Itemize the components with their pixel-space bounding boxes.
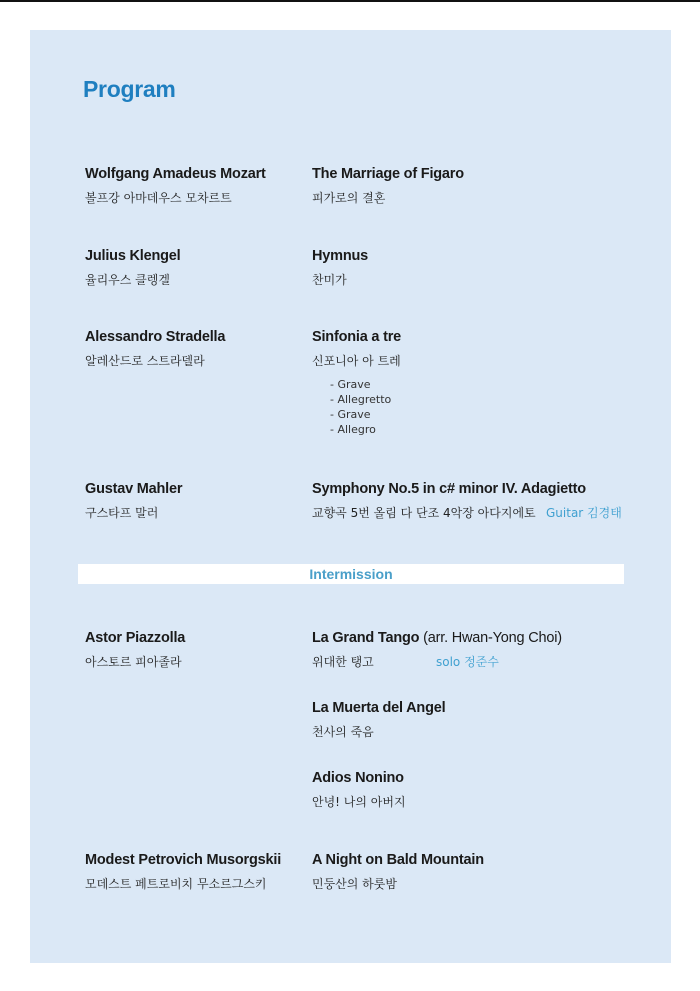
work-title-en: Adios Nonino — [312, 770, 404, 786]
movement-item: - Allegretto — [330, 393, 392, 406]
work-title-ko: 신포니아 아 트레 — [312, 354, 401, 368]
work-title-ko: 안녕! 나의 아버지 — [312, 795, 406, 809]
composer-name-ko: 볼프강 아마데우스 모차르트 — [85, 191, 232, 205]
composer-name-ko: 율리우스 클렝겔 — [85, 273, 170, 287]
movement-list — [330, 377, 391, 437]
composer-name-ko: 구스타프 말러 — [85, 506, 159, 520]
top-border-line — [0, 0, 700, 2]
performer-credit: Guitar 김경태 — [546, 506, 622, 520]
work-title-en: Hymnus — [312, 248, 369, 264]
performer-credit: solo 정준수 — [436, 655, 499, 669]
work-title-en: A Night on Bald Mountain — [312, 852, 484, 868]
work-title-en: La Muerta del Angel — [312, 700, 446, 716]
work-title-en: Sinfonia a tre — [312, 329, 402, 345]
arrangement-note: (arr. Hwan-Yong Choi) — [423, 630, 562, 646]
page-title: Program — [83, 76, 176, 102]
work-title-en: Symphony No.5 in c# minor IV. Adagietto — [312, 481, 586, 497]
movement-item: - Grave — [330, 408, 371, 421]
work-title-ko: 피가로의 결혼 — [312, 191, 386, 205]
composer-name-en: Alessandro Stradella — [85, 329, 226, 345]
work-title-ko: 민둥산의 하룻밤 — [312, 877, 397, 891]
work-title-ko: 교향곡 5번 올림 다 단조 4악장 아다지에토 — [312, 506, 536, 520]
composer-name-en: Julius Klengel — [85, 248, 181, 264]
composer-name-ko: 알레산드로 스트라델라 — [85, 354, 205, 368]
composer-name-en: Astor Piazzolla — [85, 630, 186, 646]
work-title-main: La Grand Tango — [312, 630, 420, 646]
intermission-label: Intermission — [309, 566, 393, 582]
intermission-bar — [78, 564, 624, 584]
movement-item: - Allegro — [330, 423, 376, 436]
work-title-ko: 위대한 탱고 — [312, 655, 374, 669]
composer-name-ko: 아스토르 피아졸라 — [85, 655, 182, 669]
composer-name-en: Wolfgang Amadeus Mozart — [85, 166, 266, 182]
work-title-ko: 천사의 죽음 — [312, 725, 374, 739]
composer-name-en: Modest Petrovich Musorgskii — [85, 852, 282, 868]
composer-name-ko: 모데스트 페트로비치 무소르그스키 — [85, 877, 267, 891]
work-title-en — [312, 630, 562, 646]
work-title-en: The Marriage of Figaro — [312, 166, 464, 182]
composer-name-en: Gustav Mahler — [85, 481, 183, 497]
work-title-ko: 찬미가 — [312, 273, 347, 287]
movement-item: - Grave — [330, 378, 371, 391]
